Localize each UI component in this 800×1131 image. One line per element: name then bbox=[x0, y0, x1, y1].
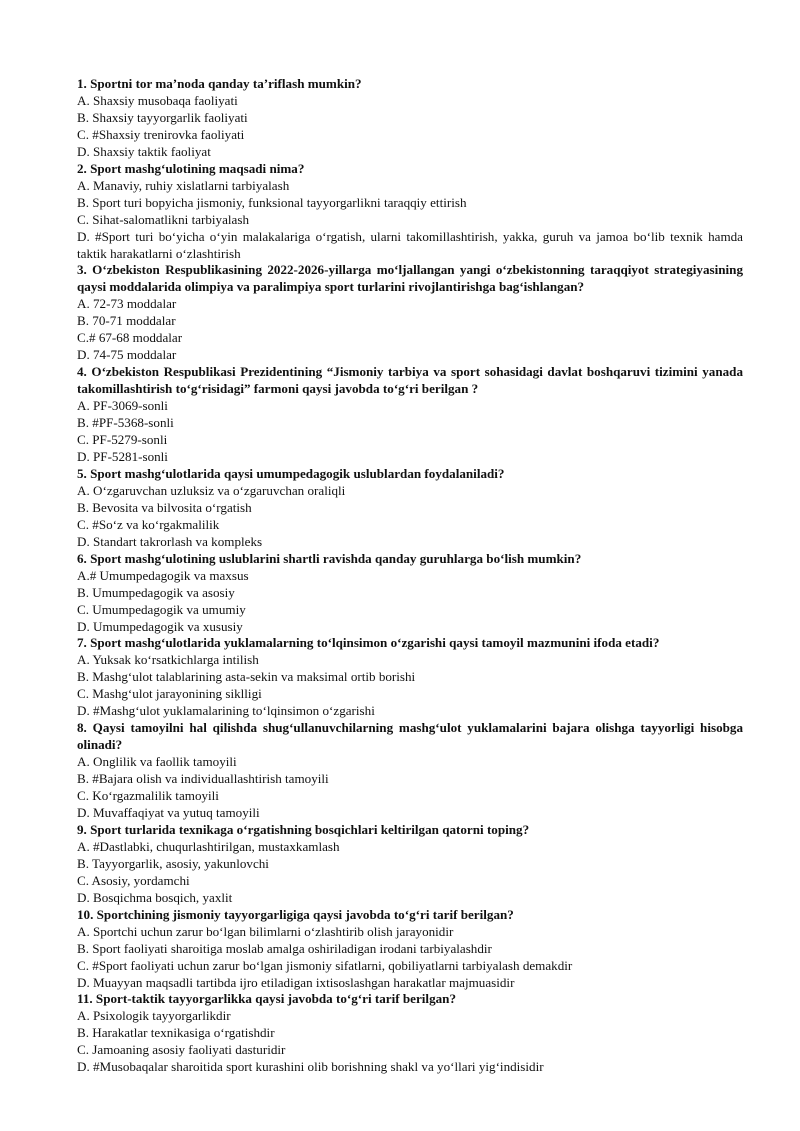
answer-option: D. PF-5281-sonli bbox=[77, 448, 168, 464]
answer-option: B. Umumpedagogik va asosiy bbox=[77, 584, 235, 600]
question-text: 2. Sport mashg‘ulotining maqsadi nima? bbox=[77, 160, 305, 176]
answer-option: B. Sport faoliyati sharoitiga moslab amalga oshiriladigan irodani tarbiyalashdir bbox=[77, 940, 492, 956]
answer-option: C.# 67-68 moddalar bbox=[77, 330, 183, 346]
question-text: 6. Sport mashg‘ulotining uslublarini shartli ravishda qanday guruhlarga bo‘lish mumkin? bbox=[77, 550, 582, 566]
question-text: 3. O‘zbekiston Respublikasining 2022-2026-yillarga mo‘ljallangan yangi o‘zbekistonning taraqqiyot strategiyasining qaysi moddalarida olimpiya va paralimpiya sport turlarini rivojlantirishga bag‘ishlangan? bbox=[77, 262, 743, 295]
question-text: 1. Sportni tor ma’noda qanday ta’riflash mumkin? bbox=[77, 76, 362, 91]
answer-option: B. Mashg‘ulot talablarining asta-sekin va maksimal ortib borishi bbox=[77, 669, 416, 685]
answer-option: D. Standart takrorlash va kompleks bbox=[77, 533, 263, 549]
answer-option: C. PF-5279-sonli bbox=[77, 432, 168, 448]
answer-option: D. Muvaffaqiyat va yutuq tamoyili bbox=[77, 804, 260, 820]
answer-option: A. Psixologik tayyorgarlikdir bbox=[77, 1008, 231, 1024]
answer-option: C. Asosiy, yordamchi bbox=[77, 872, 190, 888]
answer-option: D. #Musobaqalar sharoitida sport kurashini olib borishning shakl va yo‘llari yig‘indisidir bbox=[77, 1059, 544, 1075]
answer-option: B. Sport turi bopyicha jismoniy, funksional tayyorgarlikni taraqqiy ettirish bbox=[77, 194, 467, 210]
answer-option: C. Mashg‘ulot jarayonining siklligi bbox=[77, 686, 262, 702]
answer-option: A.# Umumpedagogik va maxsus bbox=[77, 567, 249, 583]
answer-option: C. Sihat-salomatlikni tarbiyalash bbox=[77, 211, 250, 227]
answer-option: C. #So‘z va ko‘rgakmalilik bbox=[77, 516, 220, 532]
answer-option: D. #Sport turi bo‘yicha o‘yin malakalariga o‘rgatish, ularni takomillashtirish, yakka, guruh va jamoa bo‘lib texnik hamda taktik harakatlarni o‘zlashtirish bbox=[77, 228, 743, 261]
answer-option: A. Manaviy, ruhiy xislatlarni tarbiyalash bbox=[77, 177, 290, 193]
answer-option: D. Muayyan maqsadli tartibda ijro etiladigan ixtisoslashgan harakatlar majmuasidir bbox=[77, 974, 515, 990]
answer-option: B. Bevosita va bilvosita o‘rgatish bbox=[77, 499, 252, 515]
test-document bbox=[77, 76, 743, 1076]
answer-option: C. #Sport faoliyati uchun zarur bo‘lgan jismoniy sifatlarni, qobiliyatlarni tarbiyalash demakdir bbox=[77, 957, 573, 973]
answer-option: B. Tayyorgarlik, asosiy, yakunlovchi bbox=[77, 855, 269, 871]
question-text: 5. Sport mashg‘ulotlarida qaysi umumpedagogik uslublardan foydalaniladi? bbox=[77, 465, 505, 481]
answer-option: A. Yuksak ko‘rsatkichlarga intilish bbox=[77, 652, 259, 668]
answer-option: D. Bosqichma bosqich, yaxlit bbox=[77, 889, 233, 905]
answer-option: B. 70-71 moddalar bbox=[77, 313, 176, 329]
question-text: 10. Sportchining jismoniy tayyorgarligiga qaysi javobda to‘g‘ri tarif berilgan? bbox=[77, 906, 514, 922]
answer-option: A. Onglilik va faollik tamoyili bbox=[77, 754, 237, 770]
answer-option: C. Jamoaning asosiy faoliyati dasturidir bbox=[77, 1042, 286, 1058]
answer-option: A. O‘zgaruvchan uzluksiz va o‘zgaruvchan oraliqli bbox=[77, 482, 346, 498]
question-text: 7. Sport mashg‘ulotlarida yuklamalarning to‘lqinsimon o‘zgarishi qaysi tamoyil mazmunini ifoda etadi? bbox=[77, 635, 660, 651]
answer-option: C. Ko‘rgazmalilik tamoyili bbox=[77, 788, 219, 804]
answer-option: D. Shaxsiy taktik faoliyat bbox=[77, 143, 211, 159]
answer-option: B. #Bajara olish va individuallashtirish tamoyili bbox=[77, 771, 329, 787]
answer-option: C. Umumpedagogik va umumiy bbox=[77, 601, 246, 617]
answer-option: B. Shaxsiy tayyorgarlik faoliyati bbox=[77, 109, 248, 125]
question-text: 9. Sport turlarida texnikaga o‘rgatishning bosqichlari keltirilgan qatorni toping? bbox=[77, 821, 530, 837]
question-text: 4. O‘zbekiston Respublikasi Prezidentining “Jismoniy tarbiya va sport sohasidagi davlat boshqaruvi tizimini yanada takomillashtirish to‘g‘risidagi” farmoni qaysi javobda to‘g‘ri berilgan ? bbox=[77, 364, 743, 397]
answer-option: A. #Dastlabki, chuqurlashtirilgan, mustaxkamlash bbox=[77, 838, 340, 854]
answer-option: D. #Mashg‘ulot yuklamalarining to‘lqinsimon o‘zgarishi bbox=[77, 703, 375, 719]
answer-option: A. PF-3069-sonli bbox=[77, 398, 168, 414]
answer-option: A. Shaxsiy musobaqa faoliyati bbox=[77, 92, 238, 108]
answer-option: D. 74-75 moddalar bbox=[77, 347, 177, 363]
answer-option: B. #PF-5368-sonli bbox=[77, 415, 174, 431]
answer-option: A. Sportchi uchun zarur bo‘lgan bilimlarni o‘zlashtirib olish jarayonidir bbox=[77, 923, 454, 939]
question-text: 8. Qaysi tamoyilni hal qilishda shug‘ullanuvchilarning mashg‘ulot yuklamalarini bajara olishga tayyorligi hisobga olinadi? bbox=[77, 720, 743, 753]
answer-option: A. 72-73 moddalar bbox=[77, 296, 177, 312]
answer-option: C. #Shaxsiy trenirovka faoliyati bbox=[77, 126, 245, 142]
answer-option: D. Umumpedagogik va xususiy bbox=[77, 618, 243, 634]
answer-option: B. Harakatlar texnikasiga o‘rgatishdir bbox=[77, 1025, 275, 1041]
question-text: 11. Sport-taktik tayyorgarlikka qaysi javobda to‘g‘ri tarif berilgan? bbox=[77, 991, 456, 1007]
